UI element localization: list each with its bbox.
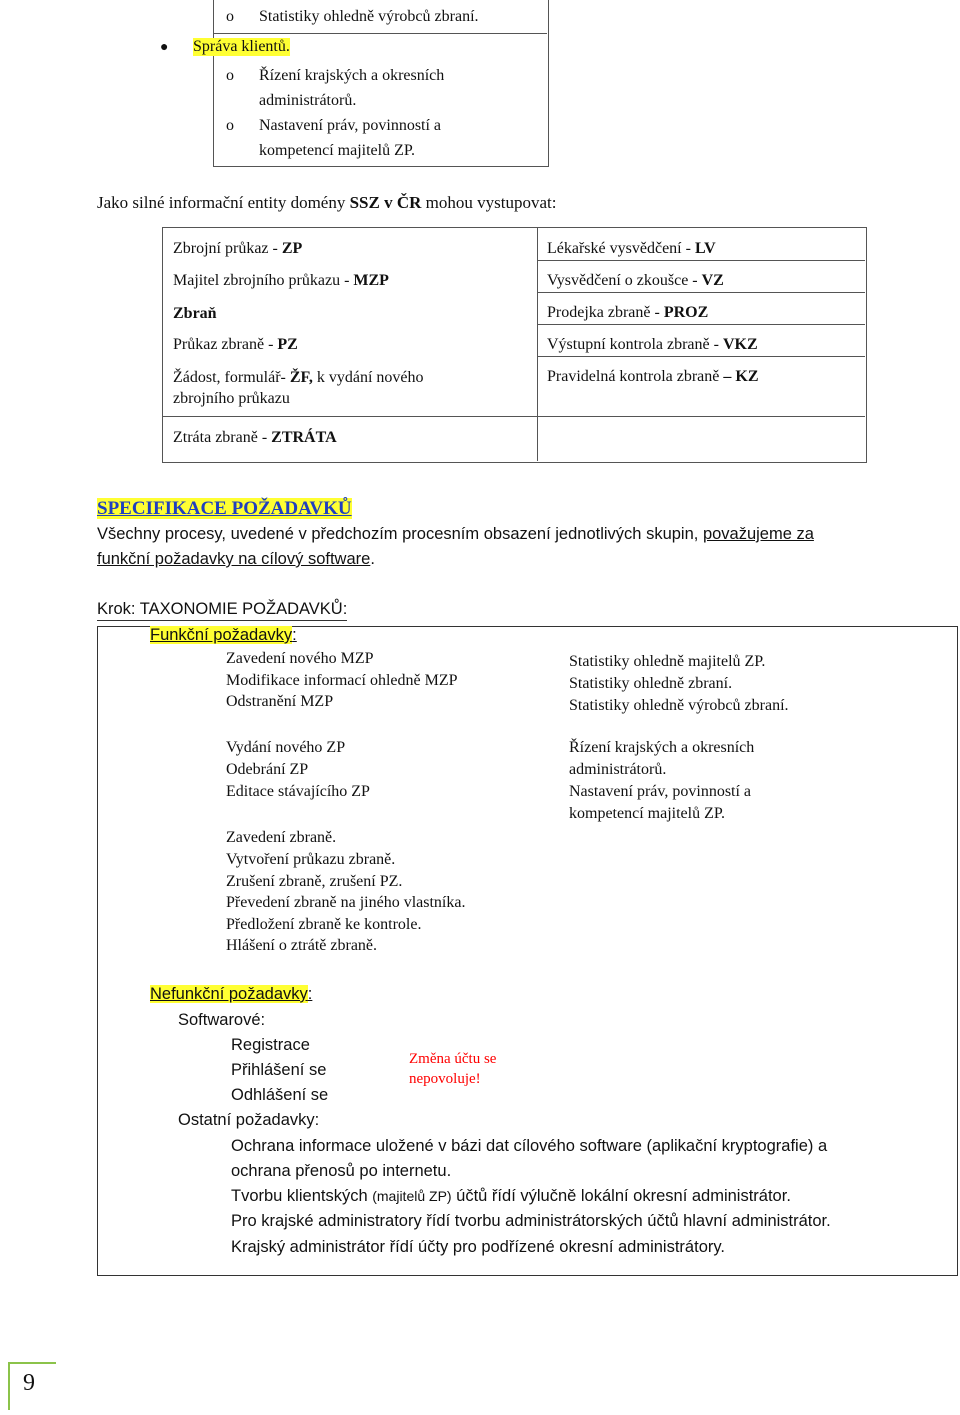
nefunkcni-heading	[150, 985, 312, 1004]
req-item: kompetencí majitelů ZP.	[569, 805, 725, 822]
table-divider	[537, 260, 865, 261]
req-item: Vydání nového ZP	[226, 739, 346, 756]
account-change-note: Změna účtu se	[409, 1051, 497, 1067]
entity-zp	[173, 240, 302, 258]
page-number: 9	[23, 1370, 35, 1396]
entity-abbr: LV	[694, 240, 716, 257]
entity-abbr: ŽF,	[289, 369, 313, 386]
sw-item: Registrace	[231, 1036, 310, 1054]
krok-heading: Krok: TAXONOMIE POŽADAVKŮ:	[97, 600, 347, 621]
req-item: Nastavení práv, povinností a	[569, 783, 752, 800]
intro-text: Jako silné informační entity domény	[97, 193, 350, 212]
funkcni-colon: :	[292, 626, 297, 644]
spec-text: Všechny procesy, uvedené v předchozím procesním obsazení jednotlivých skupin,	[97, 525, 703, 543]
table-divider	[163, 416, 865, 417]
nefunkcni-colon: :	[307, 985, 313, 1003]
entity-abbr: PROZ	[663, 304, 709, 321]
spec-text: .	[370, 550, 375, 568]
req-item: Vytvoření průkazu zbraně.	[226, 851, 396, 868]
other-req-item: Ochrana informace uložené v bázi dat cílového software (aplikační kryptografie) a	[231, 1137, 828, 1155]
entity-label: Průkaz zbraně -	[173, 336, 278, 353]
intro-sentence	[97, 193, 556, 213]
funkcni-heading	[150, 626, 297, 645]
entity-abbr: PZ	[277, 336, 298, 353]
other-req-text: (majitelů ZP)	[372, 1188, 452, 1204]
other-req-item: Krajský administrátor řídí účty pro podřízené okresní administrátory.	[231, 1238, 725, 1256]
entity-mzp	[173, 272, 389, 290]
req-item: Statistiky ohledně majitelů ZP.	[569, 653, 766, 670]
list-item-text: kompetencí majitelů ZP.	[259, 142, 415, 159]
entity-pz	[173, 336, 298, 354]
req-item: Zrušení zbraně, zrušení PZ.	[226, 873, 403, 890]
spec-text: považujeme za	[702, 525, 814, 543]
list-item-text: administrátorů.	[259, 92, 357, 109]
req-item: Řízení krajských a okresních	[569, 739, 755, 756]
entity-abbr: VZ	[701, 272, 724, 289]
list-item	[226, 67, 445, 85]
entity-abbr: ZTRÁTA	[271, 429, 337, 446]
spec-heading-text: SPECIFIKACE POŽADAVKŮ	[97, 498, 352, 519]
entity-label: Žádost, formulář-	[173, 369, 290, 386]
intro-text: mohou vystupovat:	[421, 193, 557, 212]
entity-label: Vysvědčení o zkoušce -	[547, 272, 702, 289]
req-item: Zavedení zbraně.	[226, 829, 337, 846]
table-divider	[537, 228, 538, 461]
entity-abbr: KZ	[731, 368, 759, 385]
req-item: Zavedení nového MZP	[226, 650, 374, 667]
funkcni-label: Funkční požadavky	[150, 626, 293, 644]
entity-zf	[173, 369, 424, 387]
entity-vz	[547, 272, 724, 290]
list-item	[226, 117, 442, 135]
req-item: Převedení zbraně na jiného vlastníka.	[226, 894, 466, 911]
other-req-item	[231, 1187, 791, 1206]
circle-bullet-icon: o	[226, 67, 234, 84]
entity-label: Zbrojní průkaz -	[173, 240, 282, 257]
table-divider	[537, 292, 865, 293]
other-req-text: účtů řídí výlučně lokální okresní administrátor.	[451, 1187, 791, 1205]
circle-bullet-icon: o	[226, 8, 234, 25]
entity-label: Ztráta zbraně -	[173, 429, 272, 446]
table-divider	[537, 324, 865, 325]
req-item: Hlášení o ztrátě zbraně.	[226, 937, 378, 954]
entity-abbr: MZP	[353, 272, 389, 289]
softwarove-label: Softwarové:	[178, 1011, 266, 1029]
ostatni-label: Ostatní požadavky:	[178, 1111, 320, 1129]
entity-kz	[547, 368, 759, 386]
sw-item: Odhlášení se	[231, 1086, 329, 1104]
req-item: Editace stávajícího ZP	[226, 783, 370, 800]
entity-zbran: Zbraň	[173, 305, 217, 322]
req-item: administrátorů.	[569, 761, 667, 778]
top-list-divider	[213, 33, 547, 34]
entity-label: Lékařské vysvědčení -	[547, 240, 695, 257]
other-req-text: Tvorbu klientských	[231, 1187, 373, 1205]
entity-label: Majitel zbrojního průkazu -	[173, 272, 354, 289]
entity-abbr: ZP	[281, 240, 303, 257]
list-item-text: Správa klientů.	[193, 38, 290, 55]
entity-label: Prodejka zbraně -	[547, 304, 664, 321]
spec-text: funkční požadavky na cílový software	[97, 550, 371, 568]
table-divider	[537, 356, 865, 357]
other-req-item: Pro krajské administratory řídí tvorbu administrátorských účtů hlavní administrátor.	[231, 1212, 831, 1230]
list-item	[226, 8, 479, 26]
req-item: Předložení zbraně ke kontrole.	[226, 916, 422, 933]
entity-label: Výstupní kontrola zbraně -	[547, 336, 723, 353]
entity-label: k vydání nového	[312, 369, 424, 386]
spec-paragraph-line1	[97, 525, 814, 544]
entity-label: zbrojního průkazu	[173, 390, 290, 407]
entity-vkz	[547, 336, 758, 354]
other-req-item: ochrana přenosů po internetu.	[231, 1162, 452, 1180]
intro-domain: SSZ v ČR	[349, 193, 422, 212]
entity-label: Pravidelná kontrola zbraně	[547, 368, 724, 385]
bullet-icon: ●	[160, 40, 169, 55]
entity-lv	[547, 240, 716, 258]
spec-paragraph-line2	[97, 550, 375, 569]
list-item-text: Řízení krajských a okresních	[259, 67, 445, 84]
req-item: Modifikace informací ohledně MZP	[226, 672, 458, 689]
entity-dash: –	[723, 368, 732, 385]
entity-ztrata	[173, 429, 337, 447]
req-item: Odebrání ZP	[226, 761, 309, 778]
list-item-main	[160, 38, 290, 56]
circle-bullet-icon: o	[226, 117, 234, 134]
nefunkcni-label: Nefunkční požadavky	[150, 985, 308, 1003]
req-item: Odstranění MZP	[226, 693, 334, 710]
req-item: Statistiky ohledně zbraní.	[569, 675, 733, 692]
list-item-text: Statistiky ohledně výrobců zbraní.	[259, 8, 479, 25]
account-change-note: nepovoluje!	[409, 1071, 481, 1087]
req-item: Statistiky ohledně výrobců zbraní.	[569, 697, 789, 714]
list-item-text: Nastavení práv, povinností a	[259, 117, 442, 134]
entity-proz	[547, 304, 708, 322]
sw-item: Přihlášení se	[231, 1061, 327, 1079]
entity-abbr: VKZ	[722, 336, 758, 353]
spec-heading	[97, 498, 352, 520]
